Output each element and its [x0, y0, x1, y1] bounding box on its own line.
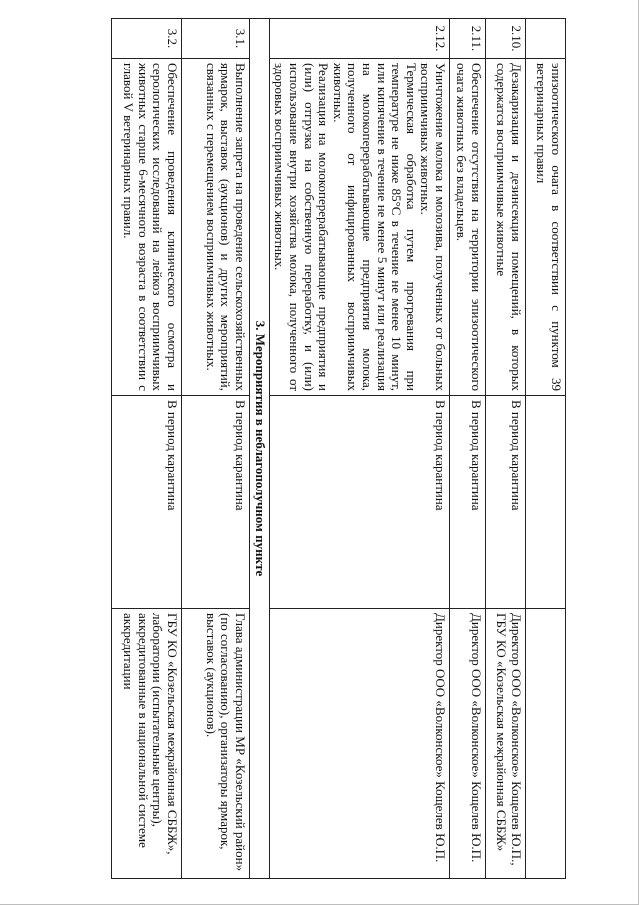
- measure-paragraph: Термическая обработка путем прогревания при температуре не ниже 85°С в течение не менее 10 минут, или кипячение в течение не менее 5 минут или реализация на молокоперерабатывающие предприятия молока, полученного от инфицированных восприимчивых животных.: [330, 63, 419, 391]
- measure-text: Обеспечение отсутствия на территории эпизоотического очага животных без владельцев.: [450, 59, 486, 396]
- row-number: 3.1.: [181, 19, 249, 59]
- responsible-cell: [526, 609, 566, 879]
- deadline-cell: В период карантина: [181, 396, 249, 609]
- table-row: [526, 19, 566, 879]
- measure-text: Дезакаризация и дезинсекция помещений, в которых содержатся восприимчивые животные: [486, 59, 526, 396]
- deadline-cell: В период карантина: [269, 396, 449, 609]
- table-row: [450, 19, 486, 879]
- row-number: 2.11.: [450, 19, 486, 59]
- measure-text: эпизоотического очага в соответствии с пунктом 39 ветеринарных правил: [526, 59, 566, 396]
- measure-text: Обеспечение проведения клинического осмотра и серологических исследований на лейкоз восприимчивых животных старше 6-месячного возраста в соответствии с главой V ветеринарных правил.: [111, 59, 181, 396]
- measure-paragraph: Уничтожение молока и молозива, полученных от больных восприимчивых животных.: [418, 63, 448, 391]
- measure-paragraph: Реализация на молокоперерабатывающие предприятия и (или) отгрузка на собственную переработку, и (или) использование внутри хозяйства молока, полученного от здоровых восприимчивых животных.: [272, 63, 332, 391]
- section-title: 3. Мероприятия в неблагополучном пункте: [249, 19, 269, 879]
- measure-text: [269, 59, 449, 396]
- deadline-cell: В период карантина: [111, 396, 181, 609]
- responsible-cell: ГБУ КО «Козельская межрайонная СББЖ», лаборатории (испытательные центры), аккредитованные в национальной системе аккредитации: [111, 609, 181, 879]
- deadline-cell: В период карантина: [450, 396, 486, 609]
- row-number: 3.2.: [111, 19, 181, 59]
- deadline-cell: [526, 396, 566, 609]
- responsible-cell: Директор ООО «Волконское» Кощелев Ю.П., ГБУ КО «Козельская межрайонная СББЖ»: [486, 609, 526, 879]
- table-row: [269, 19, 449, 879]
- measure-text: Выполнение запрета на проведение сельскохозяйственных ярмарок, выставок (аукционов) и других мероприятий, связанных с перемещением восприимчивых животных.: [181, 59, 249, 396]
- table-row: [181, 19, 249, 879]
- table-row: [111, 19, 181, 879]
- responsible-cell: Директор ООО «Волконское» Кощелев Ю.П.: [269, 609, 449, 879]
- row-number: 2.10.: [486, 19, 526, 59]
- rotated-document: [121, 18, 566, 878]
- responsible-cell: Глава администрации МР «Козельский район» (по согласованию), организаторы ярмарок, выставок (аукционов).: [181, 609, 249, 879]
- table-row: [486, 19, 526, 879]
- section-header-row: [249, 19, 269, 879]
- measures-table: [111, 18, 566, 879]
- row-number: 2.12.: [269, 19, 449, 59]
- responsible-cell: Директор ООО «Волконское» Кощелев Ю.П.: [450, 609, 486, 879]
- row-number: [526, 19, 566, 59]
- deadline-cell: В период карантина: [486, 396, 526, 609]
